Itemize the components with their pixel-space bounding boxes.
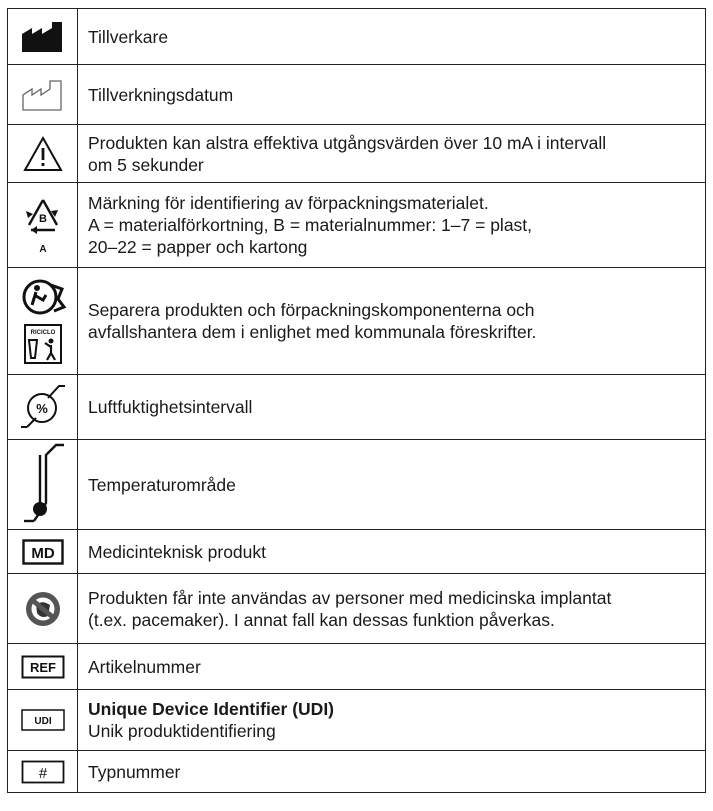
no-pacemaker-icon <box>8 589 77 629</box>
udi-icon <box>8 709 77 731</box>
table-row <box>8 530 706 574</box>
row-text: Produkten får inte användas av personer med medicinska implantat <box>88 587 612 608</box>
row-text: Typnummer <box>88 761 181 782</box>
row-title: Unique Device Identifier (UDI) <box>88 699 335 719</box>
row-text: (t.ex. pacemaker). I annat fall kan dessas funktion påverkas. <box>88 609 555 630</box>
warning-triangle-icon <box>8 135 77 173</box>
waste-separation-icon <box>8 273 77 369</box>
table-row <box>8 574 706 644</box>
svg-text:B: B <box>38 213 47 225</box>
svg-text:REF: REF <box>29 659 56 675</box>
table-row <box>8 690 706 751</box>
table-row <box>8 268 706 375</box>
svg-text:UDI: UDI <box>33 716 52 727</box>
row-text: A = materialförkortning, B = materialnummer: 1–7 = plast, <box>88 215 533 235</box>
row-text: Produkten kan alstra effektiva utgångsvärden över 10 mA i intervall <box>88 132 607 153</box>
table-row <box>8 440 706 530</box>
row-text: Tillverkare <box>88 26 169 47</box>
medical-device-icon <box>8 539 77 565</box>
manufacturer-icon <box>8 20 77 54</box>
row-text: Artikelnummer <box>88 656 201 677</box>
table-row <box>8 125 706 183</box>
row-text: Separera produkten och förpackningskomponenterna och <box>88 300 535 320</box>
manufacture-date-icon <box>8 77 77 113</box>
row-text: Medicinteknisk produkt <box>88 541 266 562</box>
table-row <box>8 9 706 65</box>
row-text: Tillverkningsdatum <box>88 84 234 105</box>
table-row <box>8 644 706 690</box>
svg-text:MD: MD <box>30 544 55 562</box>
svg-text:#: # <box>38 764 47 782</box>
model-number-icon <box>8 760 77 784</box>
svg-text:%: % <box>35 401 48 416</box>
row-text: Märkning för identifiering av förpackningsmaterialet. <box>88 193 489 213</box>
table-row <box>8 751 706 793</box>
temperature-range-icon <box>8 443 77 527</box>
catalogue-number-icon <box>8 655 77 679</box>
svg-text:A: A <box>38 244 47 255</box>
svg-text:RICICLO: RICICLO <box>30 330 55 336</box>
table-row <box>8 65 706 125</box>
row-text: Temperaturområde <box>88 474 236 495</box>
row-text: 20–22 = papper och kartong <box>88 237 308 257</box>
row-text: Unik produktidentifiering <box>88 721 276 741</box>
table-row <box>8 375 706 440</box>
symbols-table <box>7 8 706 793</box>
row-text: avfallshantera dem i enlighet med kommunala föreskrifter. <box>88 322 537 342</box>
table-row <box>8 183 706 268</box>
row-text: Luftfuktighetsintervall <box>88 397 253 417</box>
humidity-range-icon <box>8 382 77 432</box>
recycling-code-icon <box>8 194 77 256</box>
row-text: om 5 sekunder <box>88 154 204 175</box>
